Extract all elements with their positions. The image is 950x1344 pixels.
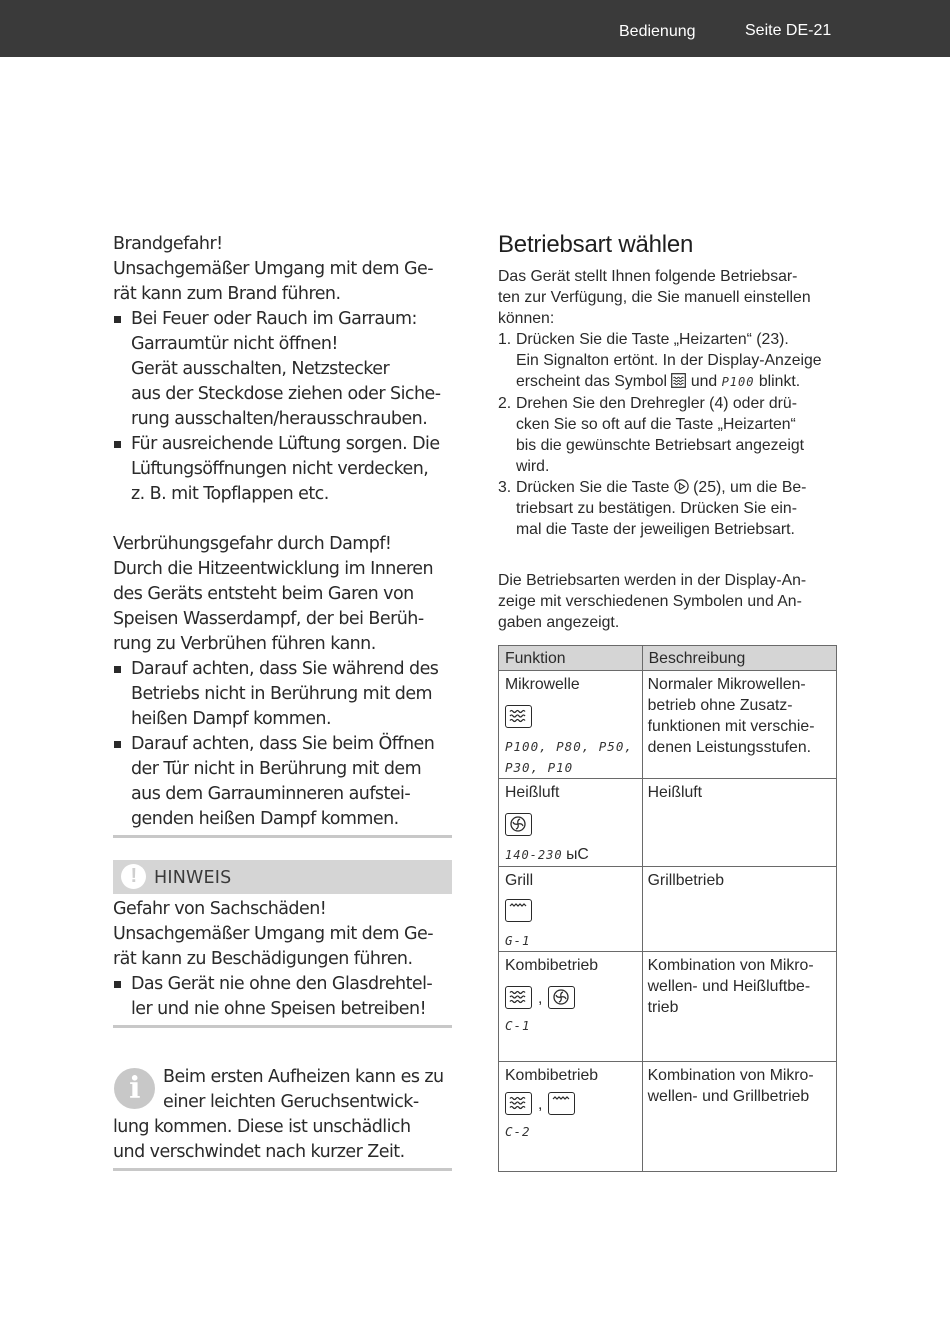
burn-warning-intro: Unsachgemäßer Umgang mit dem Ge- rät kann zum Brand führen. (113, 259, 433, 304)
function-cell: Kombibetrieb , C-2 (499, 1062, 643, 1172)
section-divider (113, 835, 452, 838)
table-row (499, 1062, 837, 1172)
section-title: Bedienung (619, 23, 696, 40)
convection-icon (505, 813, 532, 836)
notice-body (113, 897, 452, 1028)
description-cell: Kombination von Mikro- wellen- und Grillbetrieb (642, 1062, 836, 1172)
microwave-icon (505, 1092, 532, 1115)
microwave-icon (505, 705, 532, 728)
table-header-row (499, 646, 837, 671)
notice-title: Gefahr von Sachschäden! (113, 899, 327, 919)
description-cell: Grillbetrieb (642, 867, 836, 952)
table-row (499, 779, 837, 867)
steam-warning (113, 532, 452, 838)
steam-warning-intro: Durch die Hitzeentwicklung im Inneren des Geräts entsteht beim Garen von Speisen Wasserdampf, der bei Berüh- rung zu Verbrühen führen kann. (113, 559, 434, 654)
function-cell: Heißluft 140-230 ыC (499, 779, 643, 867)
info-note: i Beim ersten Aufheizen kann es zu einer leichten Geruchsentwick- lung kommen. Diese ist unschädlich und verschwindet nach kurzer Zeit. (113, 1065, 452, 1171)
notice-list (113, 972, 452, 1022)
left-column (113, 232, 452, 1171)
right-column (498, 230, 837, 633)
column-header: Funktion (499, 646, 643, 671)
list-item: Bei Feuer oder Rauch im Garraum: Garraumtür nicht öffnen! Gerät ausschalten, Netzstecker aus der Steckdose ziehen oder Siche- rung ausschalten/herausschrauben. (113, 307, 452, 432)
bullet-icon (114, 316, 121, 323)
table-row (499, 867, 837, 952)
page-header (0, 0, 950, 57)
section-divider (113, 1168, 452, 1171)
description-cell: Heißluft (642, 779, 836, 867)
page-number: Seite DE-21 (745, 22, 832, 39)
list-item: 1. Drücken Sie die Taste „Heizarten“ (23). Ein Signalton ertönt. In der Display-Anzeige erscheint das Symbol und P100 blinkt. (498, 331, 822, 390)
description-cell: Normaler Mikrowellen- betrieb ohne Zusatz- funktionen mit verschie- denen Leistungsstufen. (642, 671, 836, 779)
function-cell: Grill G-1 (499, 867, 643, 952)
list-item: Das Gerät nie ohne den Glasdrehtel- ler und nie ohne Speisen betreiben! (113, 972, 452, 1022)
list-item: 3. Drücken Sie die Taste (25), um die Be- triebsart zu bestätigen. Drücken Sie ein- mal die Taste der jeweiligen Betriebsart. (498, 479, 807, 538)
microwave-icon (671, 373, 686, 388)
convection-icon (548, 986, 575, 1009)
burn-warning-list (113, 307, 452, 507)
notice-intro: Unsachgemäßer Umgang mit dem Ge- rät kann zu Beschädigungen führen. (113, 924, 433, 969)
grill-icon (505, 899, 532, 922)
steam-warning-list (113, 657, 452, 832)
burn-warning-title: Brandgefahr! (113, 234, 223, 254)
steam-warning-title: Verbrühungsgefahr durch Dampf! (113, 534, 392, 554)
list-item: Für ausreichende Lüftung sorgen. Die Lüftungsöffnungen nicht verdecken, z. B. mit Topflappen etc. (113, 432, 452, 507)
modes-table (498, 645, 837, 1172)
list-item: Darauf achten, dass Sie während des Betriebs nicht in Berührung mit dem heißen Dampf kommen. (113, 657, 452, 732)
column-header: Beschreibung (642, 646, 836, 671)
list-item: Darauf achten, dass Sie beim Öffnen der Tür nicht in Berührung mit dem aus dem Garrauminneren aufstei- genden heißen Dampf kommen. (113, 732, 452, 832)
description-cell: Kombination von Mikro- wellen- und Heißluftbe- trieb (642, 952, 836, 1062)
list-item: 2. Drehen Sie den Drehregler (4) oder drü- cken Sie so oft auf die Taste „Heizarten“ bis die gewünschte Betriebsart angezeigt wird. (498, 395, 805, 475)
display-paragraph: Die Betriebsarten werden in der Display-An- zeige mit verschiedenen Symbolen und An- gaben angezeigt. (498, 572, 807, 631)
bullet-icon (114, 441, 121, 448)
notice-banner (113, 860, 452, 894)
section-heading: Betriebsart wählen (498, 231, 694, 258)
bullet-icon (114, 981, 121, 988)
info-icon: i (114, 1068, 155, 1109)
table-row (499, 952, 837, 1062)
function-cell: Mikrowelle P100, P80, P50, P30, P10 (499, 671, 643, 779)
section-divider (113, 1025, 452, 1028)
bullet-icon (114, 741, 121, 748)
intro-paragraph: Das Gerät stellt Ihnen folgende Betriebsar- ten zur Verfügung, die Sie manuell einstellen können: (498, 268, 811, 327)
bullet-icon (114, 666, 121, 673)
warning-icon: ! (121, 864, 146, 889)
grill-icon (548, 1092, 575, 1115)
function-cell: Kombibetrieb , C-1 (499, 952, 643, 1062)
burn-warning (113, 232, 452, 507)
notice-label: HINWEIS (154, 868, 232, 888)
microwave-icon (505, 986, 532, 1009)
steps-list (498, 329, 837, 540)
start-icon (674, 479, 689, 494)
table-row (499, 671, 837, 779)
